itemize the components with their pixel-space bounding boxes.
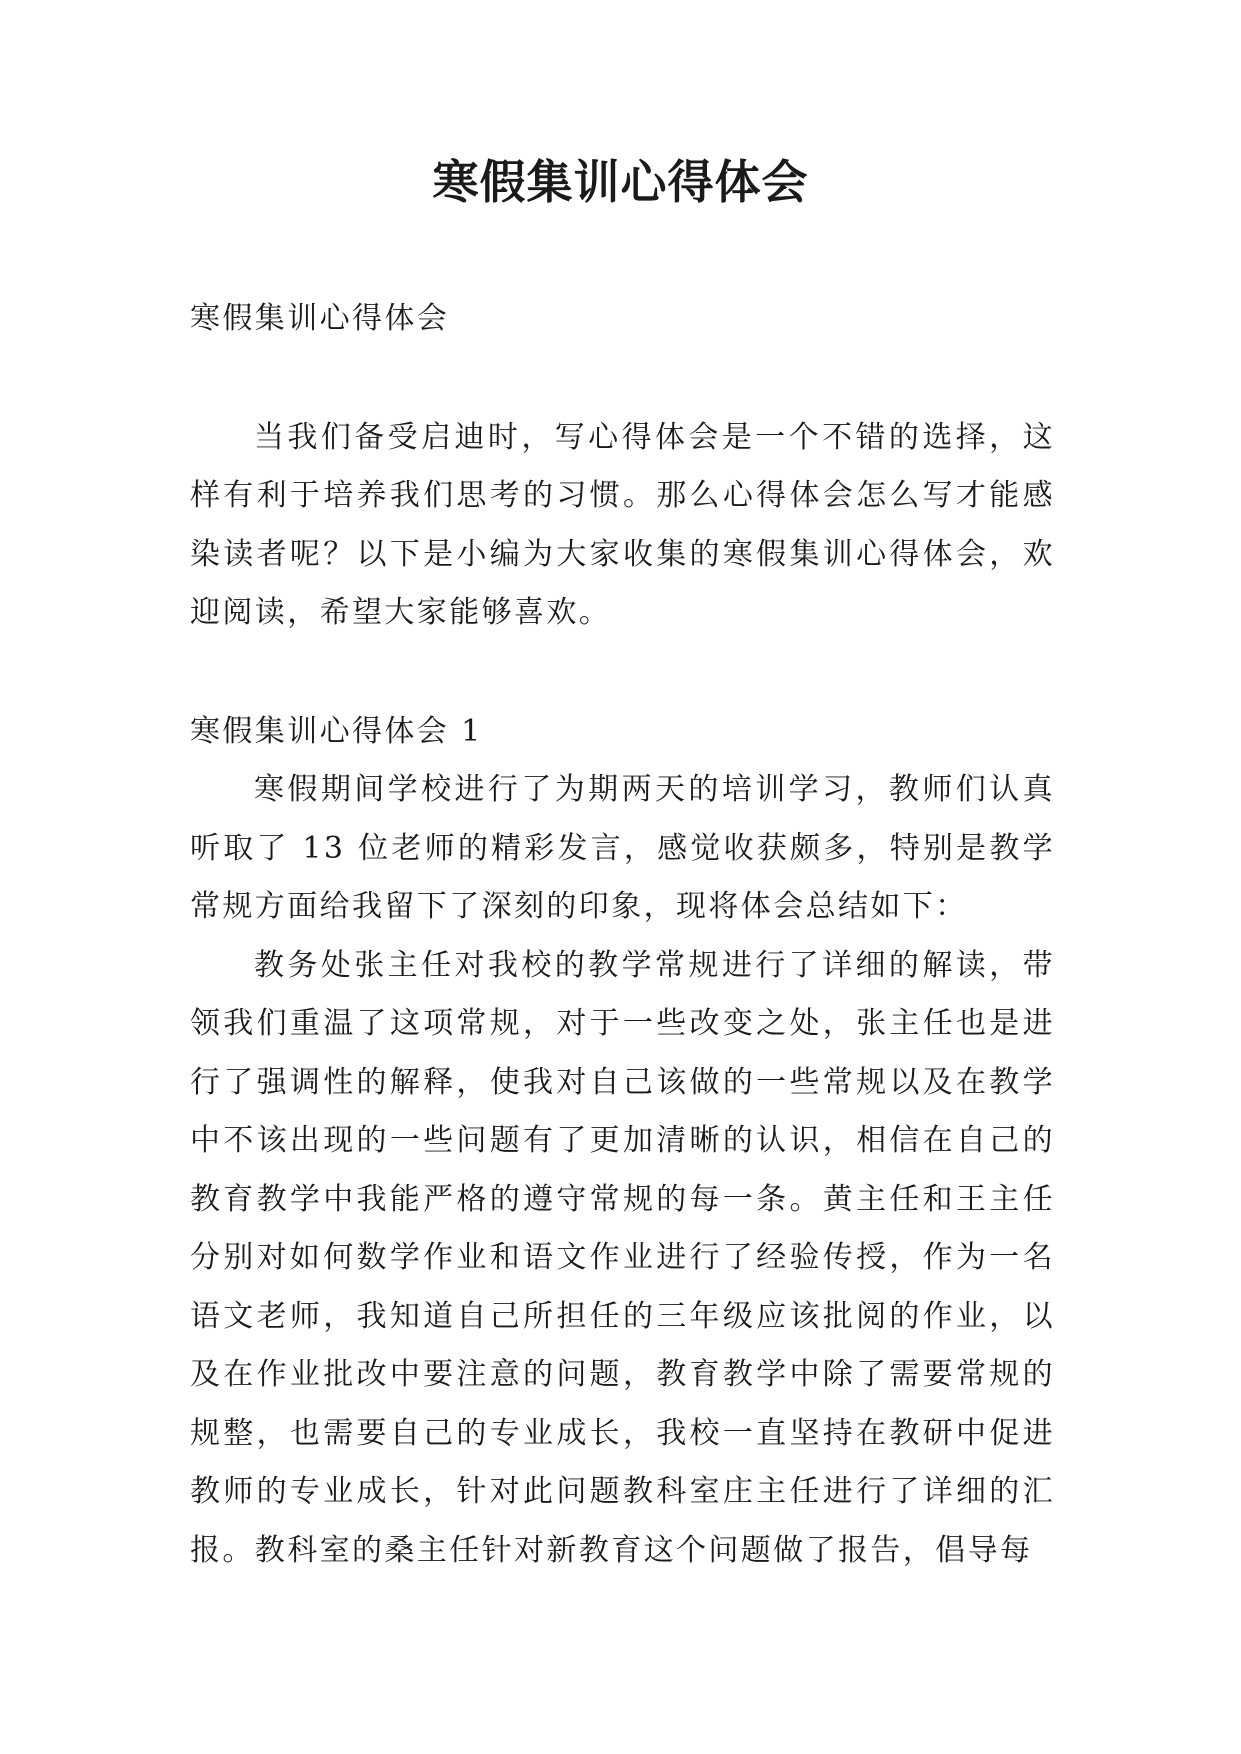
document-body [190,290,1055,1580]
section-heading: 寒假集训心得体会 1 [190,713,483,749]
intro-paragraph: 当我们备受启迪时，写心得体会是一个不错的选择，这样有利于培养我们思考的习惯。那么心得体会怎么写才能感染读者呢？以下是小编为大家收集的寒假集训心得体会，欢迎阅读，希望大家能够喜欢。 [190,419,1055,630]
document-subtitle: 寒假集训心得体会 [190,301,450,336]
section-paragraph: 教务处张主任对我校的教学常规进行了详细的解读，带领我们重温了这项常规，对于一些改变之处，张主任也是进行了强调性的解释，使我对自己该做的一些常规以及在教学中不该出现的一些问题有了更加清晰的认识，相信在自己的教育教学中我能严格的遵守常规的每一条。黄主任和王主任分别对如何数学作业和语文作业进行了经验传授，作为一名语文老师，我知道自己所担任的三年级应该批阅的作业，以及在作业批改中要注意的问题，教育教学中除了需要常规的规整，也需要自己的专业成长，我校一直坚持在教研中促进教师的专业成长，针对此问题教科室庄主任进行了详细的汇报。教科室的桑主任针对新教育这个问题做了报告，倡导每 [190,947,1055,1568]
document-title: 寒假集训心得体会 [432,155,809,209]
section-paragraph: 寒假期间学校进行了为期两天的培训学习，教师们认真听取了 13 位老师的精彩发言，感觉收获颇多，特别是教学常规方面给我留下了深刻的印象，现将体会总结如下： [190,772,1055,924]
